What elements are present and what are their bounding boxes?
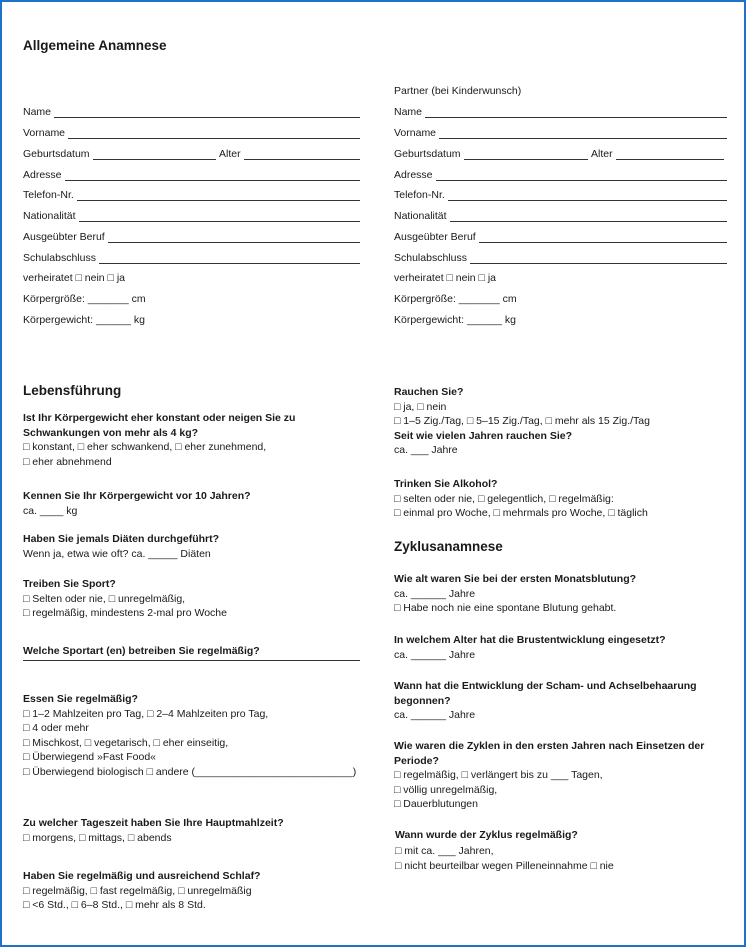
input-line[interactable] (616, 150, 724, 160)
question-text: begonnen? (394, 694, 451, 707)
question-text: Welche Sportart (en) betreiben Sie regelmäßig? (23, 645, 260, 657)
checkbox-options[interactable]: □ 1–5 Zig./Tag, □ 5–15 Zig./Tag, □ mehr als 15 Zig./Tag (394, 415, 650, 427)
height-field[interactable]: Körpergröße: _______ cm (23, 293, 146, 305)
question-sport (23, 577, 227, 621)
field-alter[interactable] (219, 146, 360, 160)
input-line[interactable] (99, 254, 360, 264)
question-cycle-regular (395, 828, 614, 875)
checkbox-options[interactable]: □ Dauerblutungen (394, 798, 478, 810)
question-smoking (394, 385, 650, 458)
field-label: Alter (591, 148, 613, 160)
question-text: Kennen Sie Ihr Körpergewicht vor 10 Jahren? (23, 490, 251, 502)
answer-field[interactable]: ca. ______ Jahre (394, 709, 476, 721)
answer-field[interactable]: ca. ____ kg (23, 504, 78, 517)
question-text: Zu welcher Tageszeit haben Sie Ihre Hauptmahlzeit? (23, 817, 284, 829)
field-geburtsdatum[interactable] (23, 146, 216, 160)
checkbox-options[interactable]: □ <6 Std., □ 6–8 Std., □ mehr als 8 Std. (23, 899, 206, 911)
input-line[interactable] (450, 212, 727, 222)
married-checkbox-row[interactable]: verheiratet □ nein □ ja (23, 272, 125, 284)
checkbox-options[interactable]: □ 1–2 Mahlzeiten pro Tag, □ 2–4 Mahlzeiten pro Tag, (23, 707, 269, 720)
input-line[interactable] (108, 233, 360, 243)
input-line[interactable] (448, 191, 727, 201)
section-heading-lifestyle: Lebensführung (23, 383, 122, 398)
field-label: Vorname (23, 127, 66, 139)
partner-field-beruf[interactable] (394, 229, 727, 243)
question-sport-type (23, 644, 260, 659)
question-eating (23, 692, 356, 779)
checkbox-options[interactable]: □ ja, □ nein (394, 400, 447, 413)
partner-field-nationalitaet[interactable] (394, 208, 727, 222)
checkbox-options[interactable]: □ regelmäßig, □ fast regelmäßig, □ unregelmäßig (23, 884, 252, 897)
checkbox-options[interactable]: □ nicht beurteilbar wegen Pilleneinnahme □ nie (395, 860, 614, 872)
partner-married-checkbox-row[interactable]: verheiratet □ nein □ ja (394, 272, 496, 284)
input-line[interactable] (425, 108, 727, 118)
checkbox-options[interactable]: □ morgens, □ mittags, □ abends (23, 831, 172, 844)
answer-field[interactable]: ca. ___ Jahre (394, 444, 458, 456)
field-adresse[interactable] (23, 167, 360, 181)
field-label: Name (394, 106, 423, 118)
partner-field-name[interactable] (394, 104, 727, 118)
partner-field-adresse[interactable] (394, 167, 727, 181)
question-menarche (394, 572, 636, 616)
field-label: Ausgeübter Beruf (394, 231, 476, 243)
sport-type-input-line[interactable] (23, 660, 360, 661)
question-text: Schwankungen von mehr als 4 kg? (23, 426, 199, 439)
question-text: Wann hat die Entwicklung der Scham- und Achselbehaarung (394, 680, 697, 692)
checkbox-options[interactable]: □ eher abnehmend (23, 455, 112, 468)
field-label: Telefon-Nr. (23, 189, 74, 201)
question-text: Seit wie vielen Jahren rauchen Sie? (394, 429, 572, 442)
checkbox-options[interactable]: □ regelmäßig, mindestens 2-mal pro Woche (23, 607, 227, 619)
checkbox-options[interactable]: □ Überwiegend biologisch □ andere (___________________________) (23, 765, 357, 778)
checkbox-options[interactable]: □ Habe noch nie eine spontane Blutung gehabt. (394, 602, 617, 614)
field-label: Adresse (23, 169, 62, 181)
question-weight-10-years (23, 489, 251, 518)
input-line[interactable] (93, 150, 216, 160)
checkbox-options[interactable]: □ konstant, □ eher schwankend, □ eher zunehmend, (23, 441, 267, 453)
checkbox-options[interactable]: □ Selten oder nie, □ unregelmäßig, (23, 592, 186, 605)
question-text: Ist Ihr Körpergewicht eher konstant oder neigen Sie zu (23, 412, 296, 424)
field-label: Schulabschluss (394, 252, 467, 264)
question-text: Haben Sie regelmäßig und ausreichend Schlaf? (23, 870, 261, 882)
input-line[interactable] (79, 212, 360, 222)
field-name[interactable] (23, 104, 360, 118)
question-diets (23, 532, 219, 561)
input-line[interactable] (479, 233, 727, 243)
weight-field[interactable]: Körpergewicht: ______ kg (23, 314, 145, 326)
question-text: Haben Sie jemals Diäten durchgeführt? (23, 533, 220, 545)
partner-height-field[interactable]: Körpergröße: _______ cm (394, 293, 517, 305)
partner-field-geburtsdatum[interactable] (394, 146, 588, 160)
field-label: Adresse (394, 169, 433, 181)
field-schulabschluss[interactable] (23, 250, 360, 264)
field-beruf[interactable] (23, 229, 360, 243)
field-label: Name (23, 106, 52, 118)
question-text: Essen Sie regelmäßig? (23, 693, 138, 705)
field-label: Nationalität (394, 210, 447, 222)
question-text: Wie alt waren Sie bei der ersten Monatsblutung? (394, 573, 637, 585)
checkbox-options[interactable]: □ selten oder nie, □ gelegentlich, □ regelmäßig: (394, 492, 614, 505)
field-label: Alter (219, 148, 241, 160)
section-heading-cycle: Zyklusanamnese (394, 539, 503, 554)
question-text: Wann wurde der Zyklus regelmäßig? (395, 829, 578, 841)
question-hair-development (394, 679, 697, 723)
partner-weight-field[interactable]: Körpergewicht: ______ kg (394, 314, 516, 326)
question-alcohol (394, 477, 648, 521)
partner-heading: Partner (bei Kinderwunsch) (394, 85, 522, 97)
question-text: Treiben Sie Sport? (23, 578, 116, 590)
input-line[interactable] (436, 171, 727, 181)
checkbox-options[interactable]: □ völlig unregelmäßig, (394, 783, 498, 796)
partner-field-telefon[interactable] (394, 187, 727, 201)
question-text: Trinken Sie Alkohol? (394, 478, 498, 490)
question-sleep (23, 869, 260, 913)
input-line[interactable] (439, 129, 727, 139)
field-label: Vorname (394, 127, 437, 139)
field-label: Geburtsdatum (23, 148, 90, 160)
input-line[interactable] (77, 191, 360, 201)
field-label: Schulabschluss (23, 252, 96, 264)
question-breast-development (394, 633, 666, 662)
checkbox-options[interactable]: □ regelmäßig, □ verlängert bis zu ___ Tagen, (394, 769, 603, 781)
field-nationalitaet[interactable] (23, 208, 360, 222)
field-vorname[interactable] (23, 125, 360, 139)
checkbox-options[interactable]: □ Mischkost, □ vegetarisch, □ eher einseitig, (23, 736, 229, 749)
input-line[interactable] (68, 129, 360, 139)
partner-field-schulabschluss[interactable] (394, 250, 727, 264)
field-label: Telefon-Nr. (394, 189, 445, 201)
question-text: In welchem Alter hat die Brustentwicklung eingesetzt? (394, 634, 666, 646)
partner-field-vorname[interactable] (394, 125, 727, 139)
input-line[interactable] (54, 108, 360, 118)
checkbox-options[interactable]: □ einmal pro Woche, □ mehrmals pro Woche, □ täglich (394, 507, 648, 519)
partner-field-alter[interactable] (591, 146, 724, 160)
input-line[interactable] (464, 150, 588, 160)
field-label: Nationalität (23, 210, 76, 222)
question-text: Rauchen Sie? (394, 386, 464, 398)
answer-field[interactable]: ca. ______ Jahre (394, 587, 476, 600)
field-label: Ausgeübter Beruf (23, 231, 105, 243)
field-telefon[interactable] (23, 187, 360, 201)
input-line[interactable] (244, 150, 360, 160)
question-weight (23, 411, 295, 469)
answer-field[interactable]: Wenn ja, etwa wie oft? ca. _____ Diäten (23, 547, 211, 560)
question-main-meal (23, 816, 284, 845)
question-text: Periode? (394, 754, 439, 767)
field-label: Geburtsdatum (394, 148, 461, 160)
input-line[interactable] (470, 254, 727, 264)
checkbox-options[interactable]: □ mit ca. ___ Jahren, (395, 844, 494, 857)
input-line[interactable] (65, 171, 360, 181)
checkbox-options[interactable]: □ Überwiegend »Fast Food« (23, 751, 156, 763)
page-title: Allgemeine Anamnese (23, 38, 167, 53)
question-text: Wie waren die Zyklen in den ersten Jahren nach Einsetzen der (394, 740, 705, 752)
answer-field[interactable]: ca. ______ Jahre (394, 648, 476, 661)
checkbox-options[interactable]: □ 4 oder mehr (23, 722, 89, 734)
question-early-cycles (394, 739, 704, 812)
